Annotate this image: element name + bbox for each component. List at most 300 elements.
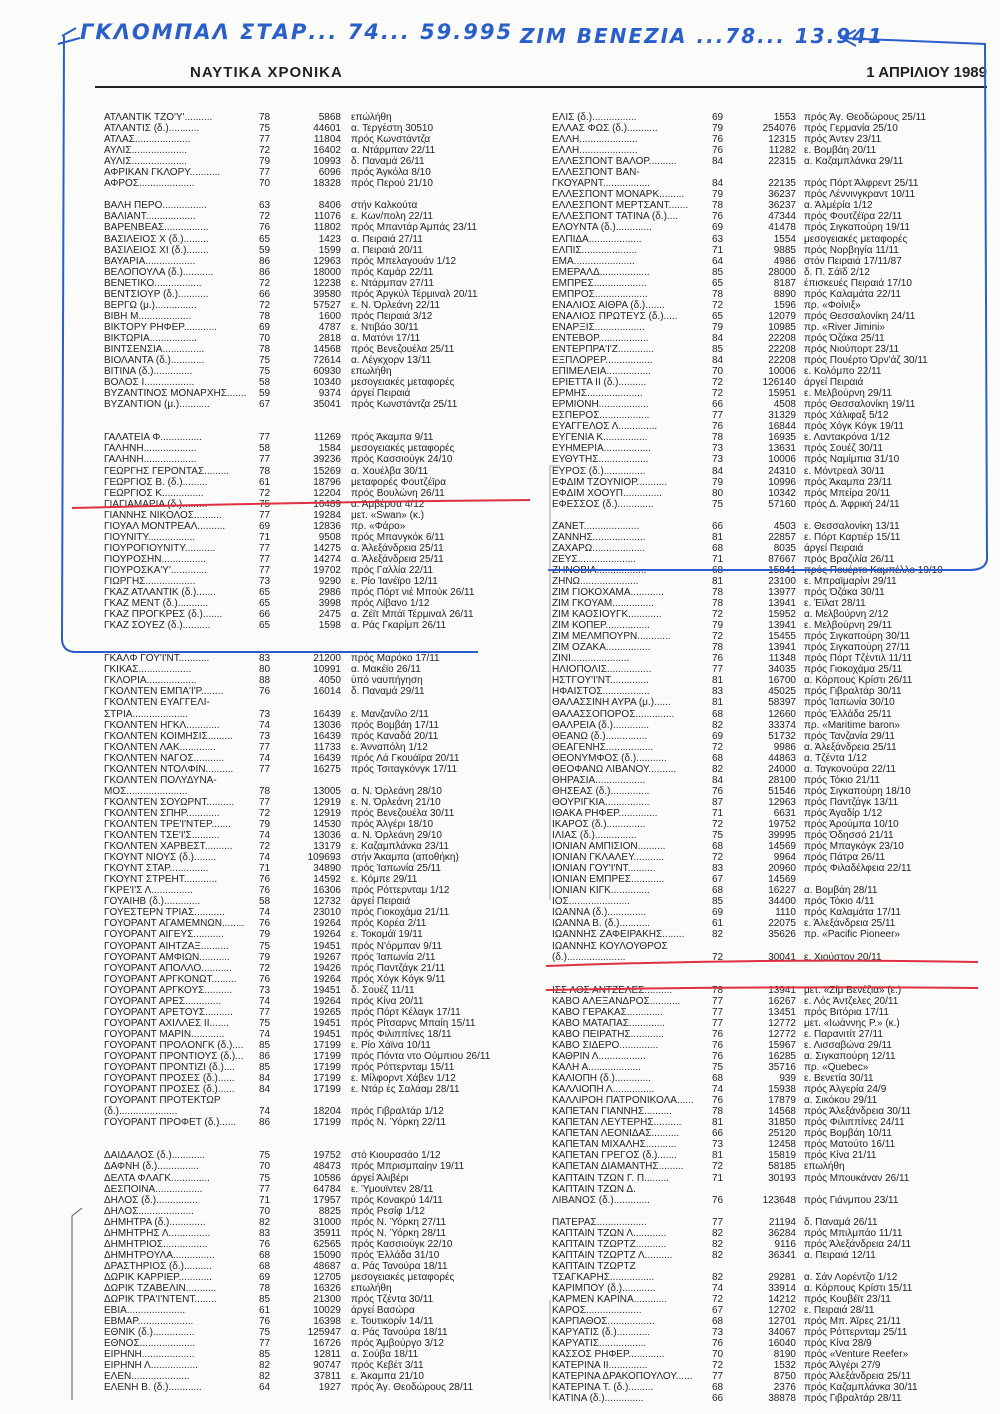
- ship-row: [104, 1007, 534, 1018]
- ship-name: ΚΑΡΥΑΤΙΣ.................: [552, 1338, 647, 1350]
- ship-name: ΚΑΛΙΟΠΗ (δ.).............: [552, 1073, 651, 1085]
- status-location: πρ. «Maritime baron»: [804, 719, 900, 731]
- ship-row: [104, 874, 534, 885]
- status-location: δ. Παναμά 26/11: [804, 1216, 878, 1228]
- build-year: [259, 1128, 283, 1139]
- ship-row: [104, 609, 534, 620]
- ship-name: ΗΦΑΙΣΤΟΣ.................: [552, 686, 650, 698]
- status-location: ε. Κολόμπο 22/11: [804, 366, 882, 378]
- build-year: 75: [259, 1150, 271, 1162]
- build-year: 85: [259, 1294, 271, 1306]
- status-location: [351, 1139, 534, 1150]
- tonnage: 11076: [313, 211, 341, 223]
- ship-name: ΓΙΟΥΝΙΤΥ.................: [104, 531, 196, 543]
- ship-name: ΙΛΙΑΣ (δ.)...............: [552, 830, 637, 842]
- status-location: πρός Γιβραλτάρ 1/12: [351, 1106, 444, 1118]
- status-location: πρός Μπείρα 20/11: [804, 487, 891, 499]
- status-location: πρός Ν. Ύόρκη 27/11: [351, 1216, 447, 1228]
- tonnage: 58397: [768, 697, 796, 709]
- tonnage: 17199: [313, 1084, 341, 1096]
- ship-name: ΓΚΟΛΝΤΕΝ ΛΑΚ.............: [104, 741, 216, 753]
- build-year: 76: [712, 653, 724, 665]
- build-year: 76: [259, 874, 271, 886]
- ship-row: [104, 974, 534, 985]
- ship-row: [552, 488, 982, 499]
- build-year: 72: [259, 211, 271, 223]
- ship-name: ΓΟΥΟΡΑΝΤ ΑΓΑΜΕΜΝΩΝ........: [104, 918, 245, 930]
- status-location: πρός Λά Γκουάϊρα 20/11: [351, 752, 460, 764]
- status-location: πρός Περού 21/10: [351, 178, 433, 190]
- status-location: [351, 189, 534, 200]
- status-location: ε. Βενετία 30/11: [804, 1073, 874, 1085]
- tonnage: 72614: [313, 355, 341, 367]
- ship-row: [104, 344, 534, 355]
- ship-row: [104, 565, 534, 576]
- ship-name: ΙΩΑΝΝΑ (δ.)..............: [552, 907, 647, 919]
- build-year: 79: [259, 156, 271, 168]
- ship-row: [552, 145, 982, 156]
- tonnage: 16439: [313, 708, 341, 720]
- tonnage: 17199: [313, 1050, 341, 1062]
- ship-name: ΒΑΡΕΝΒΕΑΣ................: [104, 222, 209, 234]
- status-location: α. Πειραιά 12/11: [804, 1249, 876, 1261]
- tonnage: 51546: [768, 785, 796, 797]
- build-year: 66: [712, 1393, 724, 1405]
- ship-list-right-column: [552, 112, 982, 1404]
- tonnage: 19264: [313, 929, 341, 941]
- tonnage: 45025: [768, 686, 796, 698]
- tonnage: 13631: [768, 443, 796, 455]
- build-year: 77: [259, 1006, 271, 1018]
- ship-name: ΑΤΛΑΝΤΙΣ (δ.)...........: [104, 123, 200, 135]
- ship-name: ΕΥΗΜΕΡΙΑ.................: [552, 443, 651, 455]
- ship-name: [104, 410, 259, 421]
- tonnage: [740, 974, 804, 985]
- tonnage: 17957: [313, 1194, 341, 1206]
- ship-row: [104, 996, 534, 1007]
- status-location: πρός Άγαδίρ 1/12: [804, 807, 883, 819]
- build-year: 77: [259, 553, 271, 565]
- ship-name: ΓΚΟΥΑΡΝΤ.................: [552, 178, 651, 190]
- ship-row: [104, 764, 534, 775]
- status-location: πρός Κίνα 28/9: [804, 1338, 872, 1350]
- build-year: 77: [712, 410, 724, 422]
- status-location: ε. Λαντακρόνα 1/12: [804, 432, 890, 444]
- ship-name: ΔΡΑΣΤΗΡΙΟΣ (δ.)..........: [104, 1260, 212, 1272]
- build-year: 72: [712, 1294, 724, 1306]
- build-year: 66: [712, 1128, 724, 1140]
- ship-row: [104, 410, 534, 421]
- ship-row: [104, 432, 534, 443]
- status-location: δ. Παναμά 26/11: [351, 156, 425, 168]
- ship-name: ΔΑΦΝΗ (δ.)...............: [104, 1161, 199, 1173]
- ship-name: ΓΚΟΛΝΤΕΝ ΕΜΠΑ'Ι'Ρ........: [104, 686, 224, 698]
- tonnage: 15090: [313, 1249, 341, 1261]
- status-location: πρός Κορέα 2/11: [351, 918, 427, 930]
- ship-row: [104, 631, 534, 642]
- ship-name: ΓΚΟΥΝΤ ΣΤΡΕΗΤ............: [104, 874, 218, 886]
- tonnage: 51732: [768, 730, 796, 742]
- status-location: [351, 410, 534, 421]
- ship-name: ΑΤΛΑΝΤΙΚ ΤΖΟ'Υ'..........: [104, 112, 213, 123]
- build-year: 69: [259, 520, 271, 532]
- ship-row: [552, 333, 982, 344]
- build-year: 61: [259, 1305, 271, 1317]
- ship-row: [552, 532, 982, 543]
- build-year: 65: [259, 233, 271, 245]
- status-location: πρός Βραζιλία 26/11: [804, 553, 895, 565]
- ship-row: [552, 222, 982, 233]
- ship-row: [552, 1018, 982, 1029]
- ship-row: [104, 819, 534, 830]
- status-location: πρός Σιγκαπούρη 30/11: [804, 631, 910, 643]
- ship-row: [552, 841, 982, 852]
- status-location: στήν Καλκούτα: [351, 200, 418, 212]
- build-year: 77: [259, 167, 271, 179]
- status-location: πρός Παντζάγκ 13/11: [804, 796, 899, 808]
- ship-row: [552, 499, 982, 510]
- tonnage: 57527: [313, 299, 341, 311]
- ship-name: ΔΩΡΙΚ ΤΖΑΒΕΛΙΝ...........: [104, 1282, 217, 1294]
- tonnage: 12315: [768, 134, 796, 146]
- build-year: 70: [259, 1161, 271, 1173]
- build-year: 58: [259, 443, 271, 455]
- ship-row: [104, 1095, 534, 1106]
- status-location: πρ. «River Jimini»: [804, 321, 885, 333]
- ship-name: ΚΑΣΣΟΣ ΡΗΦΕΡ.............: [552, 1349, 665, 1361]
- ship-row: [104, 896, 534, 907]
- ship-name: ΓΚΟΛΝΤΕΝ ΕΥΑΓΓΕΛΙ-: [104, 697, 210, 709]
- build-year: 73: [259, 984, 271, 996]
- tonnage: 9116: [774, 1238, 796, 1250]
- ship-name: ΒΑΣΙΛΕΙΟΣ ΧΙ (δ.)........: [104, 244, 209, 256]
- ship-row: [104, 112, 534, 123]
- build-year: 72: [259, 277, 271, 289]
- build-year: 68: [712, 564, 724, 576]
- tonnage: 11804: [313, 134, 341, 146]
- build-year: 74: [259, 995, 271, 1007]
- build-year: 78: [259, 112, 271, 123]
- ship-row: [552, 234, 982, 245]
- tonnage: 35626: [768, 929, 796, 941]
- ship-name: ΕΛΛΕΣΠΟΝΤ ΜΕΡΤΣΑΝΤ.......: [552, 200, 689, 212]
- build-year: 75: [259, 940, 271, 952]
- build-year: 78: [712, 200, 724, 212]
- tonnage: [283, 631, 351, 642]
- ship-row: [552, 123, 982, 134]
- ship-row: [104, 1272, 534, 1283]
- status-location: ε. Πόρτ Καρτιέρ 15/11: [804, 531, 901, 543]
- ship-row: [552, 510, 982, 521]
- status-location: πρός Κασσιούγκ 22/10: [351, 1238, 453, 1250]
- tonnage: 12701: [768, 1316, 796, 1328]
- status-location: ε. Άλεξάνδρεια 25/11: [804, 918, 896, 930]
- status-location: α. Ράς Τανούρα 18/11: [351, 1327, 448, 1339]
- ship-row: [552, 1084, 982, 1095]
- tonnage: 38878: [768, 1393, 796, 1405]
- status-location: πρός Φουτζέϊρα 22/11: [804, 211, 903, 223]
- build-year: 74: [259, 852, 271, 864]
- status-location: πρός Άλγερία 24/9: [804, 1084, 887, 1096]
- ship-row: [552, 1371, 982, 1382]
- build-year: 67: [712, 874, 724, 886]
- ship-row: [104, 664, 534, 675]
- tonnage: 19451: [313, 1017, 341, 1029]
- ship-row: [104, 1029, 534, 1040]
- tonnage: 8190: [773, 1349, 796, 1361]
- ship-row: [104, 477, 534, 488]
- status-location: πρός Βιτόρια 17/11: [804, 1006, 889, 1018]
- build-year: 78: [712, 288, 724, 300]
- build-year: 76: [712, 1039, 724, 1051]
- status-location: πρός Πουέρτο Όρν'άζ 30/11: [804, 355, 928, 367]
- ship-name: ΒΑΛΙΑΝΤ..................: [104, 211, 196, 223]
- build-year: 79: [259, 951, 271, 963]
- build-year: 73: [712, 1327, 724, 1339]
- status-location: μεσογειακές μεταφορές: [351, 1271, 455, 1283]
- ship-name: ΗΣΤΓΟΥ'Ι'ΝΤ..............: [552, 675, 649, 687]
- status-location: α. Λέγκχορν 13/11: [351, 355, 432, 367]
- ship-row: [104, 686, 534, 697]
- status-location: πρός Άλγέρι 18/10: [351, 819, 434, 830]
- status-location: πρός Καναδά 20/11: [351, 730, 439, 742]
- build-year: 71: [259, 863, 271, 875]
- status-location: πρός Λέννινγκραντ 10/11: [804, 189, 916, 201]
- tonnage: 13977: [768, 587, 796, 599]
- tonnage: 14212: [768, 1294, 796, 1306]
- build-year: 79: [259, 929, 271, 941]
- tonnage: 57160: [768, 498, 796, 510]
- ship-name: ΕΦΕΣΣΟΣ (δ.).............: [552, 498, 654, 510]
- build-year: 77: [259, 509, 271, 521]
- ship-row: [104, 1161, 534, 1172]
- ship-name: ΔΑΙΔΑΛΟΣ (δ.)............: [104, 1150, 206, 1162]
- ship-name: ΒΥΖΑΝΤΙΟΝ (μ.)...........: [104, 399, 210, 411]
- ship-row: [104, 653, 534, 664]
- build-year: 76: [259, 222, 271, 234]
- tonnage: 22315: [768, 156, 796, 168]
- ship-name: ΕΞΠΛΟΡΕΡ.................: [552, 355, 653, 367]
- ship-row: [552, 1073, 982, 1084]
- ship-name: ΒΑΥΑΡΙΑ..................: [104, 255, 196, 267]
- tonnage: 20960: [768, 863, 796, 875]
- tonnage: 9374: [318, 388, 341, 400]
- build-year: 76: [712, 145, 724, 157]
- ship-row: [104, 1239, 534, 1250]
- ship-name: ΚΑΠΕΤΑΝ ΓΡΕΓΟΣ (δ.).......: [552, 1150, 677, 1162]
- ship-row: [104, 278, 534, 289]
- ship-row: [104, 1139, 534, 1150]
- ship-row: [552, 1062, 982, 1073]
- status-location: πρός Καλαμάτα 17/11: [804, 907, 901, 919]
- tonnage: 12238: [313, 277, 341, 289]
- status-location: ε. Μπραϊμαρίνι 29/11: [804, 575, 897, 587]
- tonnage: 123648: [762, 1194, 796, 1206]
- build-year: 76: [712, 1050, 724, 1062]
- ship-row: [104, 1184, 534, 1195]
- ship-row: [104, 808, 534, 819]
- status-location: πρός Όζάκα 25/11: [804, 332, 885, 344]
- build-year: 79: [259, 819, 271, 830]
- build-year: [712, 1261, 740, 1272]
- tonnage: 15951: [768, 388, 796, 400]
- ship-name: [104, 631, 259, 642]
- ship-name: ΖΙΜ ΚΑΟΣΙΟΥΓΚ............: [552, 609, 662, 621]
- status-location: πρός Βομβάη 17/11: [351, 719, 439, 731]
- build-year: 65: [712, 310, 724, 322]
- tonnage: 8890: [773, 288, 796, 300]
- ship-name: ΓΙΟΥΡΟΣΚΑ'Υ'.............: [104, 564, 207, 576]
- status-location: α. Ματόνι 17/11: [351, 332, 421, 344]
- tonnage: 19451: [313, 1028, 341, 1040]
- ship-name: [552, 963, 712, 974]
- ship-name: ΓΚΙΚΑΣ...................: [104, 664, 192, 676]
- status-location: πρός Σιγκαπούρη 18/10: [804, 785, 911, 797]
- ship-row: [552, 211, 982, 222]
- ship-name: ΑΥΛΙΣ....................: [104, 156, 188, 168]
- status-location: πρός Φιλιππίνες 18/11: [351, 1028, 452, 1040]
- status-location: έπισκευές Πειραιά 17/10: [804, 277, 912, 289]
- tonnage: 4503: [773, 520, 796, 532]
- ship-row: [552, 355, 982, 366]
- ship-row: [104, 863, 534, 874]
- build-year: 78: [712, 1106, 724, 1118]
- ship-name: ΕΛΠΙΔΑ...................: [552, 233, 642, 245]
- build-year: 70: [712, 366, 724, 378]
- tonnage: 19267: [313, 951, 341, 963]
- tonnage: 25120: [768, 1128, 796, 1140]
- ship-row: [552, 1228, 982, 1239]
- build-year: 75: [259, 1327, 271, 1339]
- status-location: πρός Άκαμπα 9/11: [351, 432, 434, 444]
- ship-row: [552, 808, 982, 819]
- status-location: α. Κόρπους Κρίστι 15/11: [804, 1282, 913, 1294]
- tonnage: [740, 1206, 804, 1217]
- ship-row: [552, 1305, 982, 1316]
- status-location: ε. Μανζανίλο 2/11: [351, 708, 429, 720]
- ship-row: [104, 200, 534, 211]
- ship-name: ΓΚΟΛΝΤΕΝ ΝΤΟΛΦΙΝ..........: [104, 763, 234, 775]
- ship-name: ΔΗΜΗΤΡΗΣ Λ...............: [104, 1227, 211, 1239]
- ship-row: [104, 267, 534, 278]
- build-year: 77: [259, 763, 271, 775]
- build-year: 77: [259, 454, 271, 466]
- status-location: στόν Πειραιά 17/11/87: [804, 255, 902, 267]
- tonnage: 939: [779, 1073, 796, 1085]
- ship-name: ΓΕΩΡΓΙΟΣ Κ...............: [104, 487, 204, 499]
- build-year: 72: [259, 145, 271, 157]
- build-year: 77: [712, 1006, 724, 1018]
- tonnage: 15841: [768, 564, 796, 576]
- ship-row: [104, 333, 534, 344]
- status-location: [804, 1184, 982, 1195]
- tonnage: 19752: [768, 819, 796, 830]
- tonnage: 12702: [768, 1305, 796, 1317]
- status-location: πρός Ίαπωνία 25/11: [351, 863, 441, 875]
- tonnage: 36237: [768, 200, 796, 212]
- tonnage: 19752: [313, 1150, 341, 1162]
- ship-name: ΖΑΝΕΤ....................: [552, 520, 640, 532]
- tonnage: 10586: [313, 1172, 341, 1184]
- build-year: 74: [259, 1106, 271, 1118]
- ship-name: ΕΥΡΟΣ (δ.)...............: [552, 465, 646, 477]
- build-year: 68: [259, 1260, 271, 1272]
- tonnage: 34890: [313, 863, 341, 875]
- ship-name: ΚΑΒΟ ΜΑΤΑΠΑΣ.............: [552, 1017, 666, 1029]
- status-location: πρός Πόρτ Τζέντιλ 11/11: [804, 653, 913, 665]
- ship-name: ΙΩΑΝΝΗΣ ΖΑΦΕΙΡΑΚΗΣ........: [552, 929, 685, 941]
- tonnage: 13036: [313, 719, 341, 731]
- status-location: πρός Άλγέρι 27/9: [804, 1360, 881, 1372]
- ship-row: [552, 1051, 982, 1062]
- ship-row: [552, 974, 982, 985]
- ship-row: [104, 1073, 534, 1084]
- build-year: 66: [259, 288, 271, 300]
- status-location: ύπό ναυπήγηση: [351, 675, 423, 687]
- status-location: ε. Βομβάη 20/11: [804, 145, 877, 157]
- status-location: ε. Παρανιτίτ 27/11: [804, 1028, 883, 1040]
- status-location: άργεί Βασώρα: [351, 1305, 415, 1317]
- ship-row: [552, 1195, 982, 1206]
- ship-name: ΕΥΑΓΓΕΛΟΣ Λ..............: [552, 421, 658, 433]
- ship-row: [104, 1294, 534, 1305]
- tonnage: 19265: [313, 1006, 341, 1018]
- build-year: 64: [712, 255, 724, 267]
- ship-row: [552, 1095, 982, 1106]
- ship-row: [552, 742, 982, 753]
- ship-name: ΒΕΝΤΣΙΟΥΡ (δ.)...........: [104, 288, 209, 300]
- ship-name: ΕΛΟΥΝΤΑ (δ.).............: [552, 222, 652, 234]
- ship-name: ΔΗΛΟΣ....................: [104, 1205, 194, 1217]
- tonnage: 39580: [313, 288, 341, 300]
- ship-name: [104, 642, 259, 653]
- tonnage: 10029: [313, 1305, 341, 1317]
- tonnage: 15967: [768, 1039, 796, 1051]
- ship-row: [104, 786, 534, 797]
- status-location: πρός Άλεξάνδρεια 25/11: [804, 1371, 912, 1383]
- ship-name: ΕΥΓΕΝΙΑ Κ................: [552, 432, 648, 444]
- ship-name: ΚΑΤΕΡΙΝΑ ΔΡΑΚΟΠΟΥΛΟΥ......: [552, 1371, 693, 1383]
- build-year: 68: [712, 1073, 724, 1085]
- ship-row: [552, 1106, 982, 1117]
- build-year: 75: [259, 1172, 271, 1184]
- ship-row: [552, 466, 982, 477]
- ship-name: ΕΡΜΗΣ....................: [552, 388, 643, 400]
- tonnage: 21300: [313, 1294, 341, 1306]
- tonnage: [283, 697, 351, 708]
- build-year: 66: [259, 609, 271, 621]
- ship-name: ΓΟΥΟΡΑΝΤ ΑΡΓΚΟΝΩΤ.........: [104, 973, 237, 985]
- status-location: α. Σάν Λορέντζο 1/12: [804, 1271, 898, 1283]
- build-year: 71: [259, 1194, 271, 1206]
- status-location: πρός Χάλιφαξ 5/12: [804, 410, 889, 422]
- ship-name: ΚΑΡΟΣ....................: [552, 1305, 642, 1317]
- ship-name: ΕΛΙΣ (δ.)................: [552, 112, 637, 123]
- tonnage: 1554: [773, 233, 796, 245]
- tonnage: 15819: [768, 1150, 796, 1162]
- ship-name: ΚΑΘΡΙΝ Λ.................: [552, 1050, 646, 1062]
- ship-row: [104, 963, 534, 974]
- ship-name: ΓΚΟΛΝΤΕΝ ΗΓΚΛ............: [104, 719, 220, 731]
- ship-row: [104, 488, 534, 499]
- tonnage: 19264: [313, 973, 341, 985]
- status-location: πρός Φιλιππίνες 24/11: [804, 1117, 905, 1129]
- ship-name: ΓΙΩΡΓΗΣ..................: [104, 575, 196, 587]
- status-location: [804, 510, 982, 521]
- build-year: 65: [259, 620, 271, 632]
- build-year: 68: [259, 1249, 271, 1261]
- status-location: α. Σικόκου 29/11: [804, 1095, 878, 1107]
